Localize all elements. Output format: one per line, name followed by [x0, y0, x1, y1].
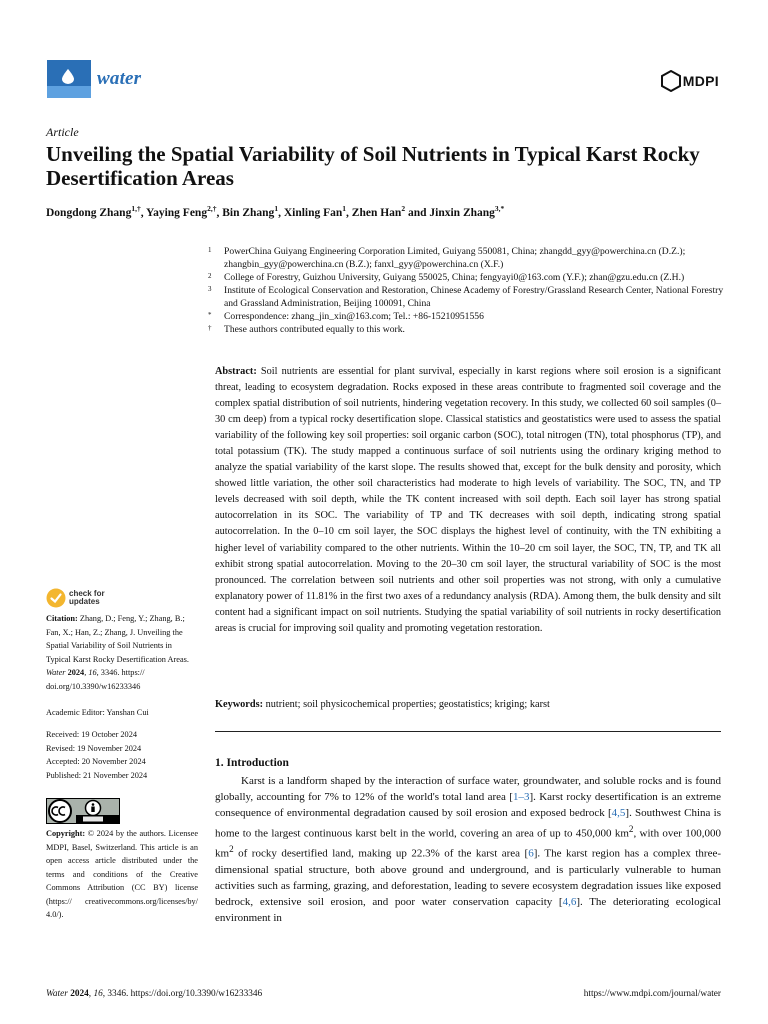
keywords-text: nutrient; soil physicochemical properties; geostatistics; kriging; karst	[265, 699, 550, 710]
journal-name: water	[97, 68, 142, 89]
citation-ref[interactable]: 1–3	[512, 790, 530, 803]
publisher-name: MDPI	[682, 73, 719, 89]
divider	[215, 731, 721, 732]
intro-paragraph: Karst is a landform shaped by the interaction of surface water, groundwater, and soluble rocks and is found globally, accounting for 7% to 12% of the world's total land area [1–3]. Karst rocky desertification is an extreme consequence of environmental degradation caused by soil erosion and exposed bedrock [4,5]. Southwest China is home to the largest continuous karst belt in the world, covering an area of up to 450,000 $km^2$, with over 100,000 $km^2$ of rocky desertified land, making up 22.3% of the karst area [6]. The karst region has a complex three-dimensional spatial structure, both above ground and underground, and is particularly vulnerable to human activities such as farming, grazing, and deforestation, leading to severe ecosystem degradation issues like exposed bedrock, extensive soil erosion, and poor water conservation capacity [4,6]. The deteriorating ecological environment in	[215, 775, 721, 924]
footer-url[interactable]: https://www.mdpi.com/journal/water	[583, 989, 721, 999]
affiliation-text: These authors contributed equally to this work.	[224, 324, 405, 335]
footer-citation: Water 2024, 16, 3346. https://doi.org/10.3390/w16233346	[46, 989, 263, 999]
section-heading: 1. Introduction	[215, 757, 289, 769]
author-list: Dongdong Zhang$^{1,\dagger}$, Yaying Feng$^{2,\dagger}$, Bin Zhang$^1$, Xinling Fan$^1$, Zhen Han$^2$ and Jinxin Zhang$^{3,*}$	[46, 204, 505, 219]
author-affiliation-mark: 1,†	[131, 204, 141, 213]
date-revised: Revised: 19 November 2024	[46, 743, 142, 753]
affiliation-item	[208, 245, 728, 271]
copyright-text: © 2024 by the authors. Licensee MDPI, Basel, Switzerland. This article is an open access article distributed under the terms and conditions of the Creative Commons Attribution (CC BY) license (https:// creativecommons.org/licenses/by/ 4.0/).	[46, 829, 199, 919]
citation-year: 2024	[67, 668, 85, 677]
author-name[interactable]: Zhen Han	[351, 206, 402, 219]
affiliation-mark: †	[208, 324, 212, 332]
author-name[interactable]: Jinxin Zhang	[429, 206, 495, 219]
abstract	[215, 364, 721, 637]
footer-doi[interactable]: , 3346. https://doi.org/10.3390/w16233346	[102, 989, 263, 999]
affiliation-item	[208, 271, 728, 284]
journal-logo[interactable]	[47, 60, 141, 98]
author-affiliation-mark: 1	[274, 204, 279, 213]
citation-doi[interactable]: , 3346. https:// doi.org/10.3390/w16233346	[46, 668, 145, 691]
citation-ref[interactable]: 4,5	[611, 806, 626, 819]
affiliation-text: Correspondence: zhang_jin_xin@163.com; Tel.: +86-15210951556	[224, 311, 484, 322]
check-updates-line1: check for	[69, 588, 105, 598]
affiliations	[208, 245, 728, 336]
affiliation-mark: 3	[208, 285, 212, 293]
citation-block: Citation: Zhang, D.; Feng, Y.; Zhang, B.; Fan, X.; Han, Z.; Zhang, J. Unveiling the Spatial Variability of Soil Nutrients in Typical Karst Rocky Desertification Areas. Water 2024, 16, 3346. https:// doi.org/10.3390/w16233346	[46, 614, 189, 691]
check-for-updates-badge[interactable]	[46, 588, 105, 608]
citation-volume: 16	[88, 668, 97, 677]
dates-block	[46, 728, 198, 782]
citation-ref[interactable]: 4,6	[562, 895, 577, 908]
academic-editor: Academic Editor: Yanshan Cui	[46, 708, 149, 717]
article-type: Article	[46, 125, 79, 139]
keywords-label: Keywords:	[215, 699, 264, 710]
author-affiliation-mark: 1	[342, 204, 347, 213]
copyright-label: Copyright:	[46, 829, 86, 838]
author-affiliation-mark: 2,†	[207, 204, 217, 213]
date-accepted: Accepted: 20 November 2024	[46, 757, 146, 766]
date-received: Received: 19 October 2024	[46, 730, 138, 739]
author-name[interactable]: Bin Zhang	[222, 206, 275, 219]
affiliation-item	[208, 284, 728, 310]
abstract-label: Abstract:	[215, 366, 257, 377]
author-name[interactable]: Dongdong Zhang	[46, 206, 132, 219]
water-drop-icon	[47, 60, 91, 98]
citation-journal: Water	[46, 668, 66, 677]
citation-label: Citation:	[46, 614, 78, 623]
citation-ref[interactable]: 6	[528, 847, 534, 860]
abstract-text: Soil nutrients are essential for plant survival, especially in karst regions where soil erosion is a significant threat, leading to ecosystem degradation. Rocks exposed in these areas contribute to fragmented soil coverage and the complex spatial distribution of soil nutrients, hindering vegetation recovery. In this study, we collected 60 soil samples (0–30 cm deep) from a typical rocky desertification slope. Classical statistics and geostatistics were used to assess the spatial variability of the following key soil properties: soil organic carbon (SOC), total nitrogen (TN), total phosphorus (TP), and total potassium (TK). The study mapped a continuous surface of soil nutrients using the ordinary kriging method to analyze the spatial variability of the karst slope. The results showed that, except for the bulk density and porosity, which showed little variation, the other soil characteristics had moderate to high levels of variability. The SOC, TN, and TP levels decreased with soil depth, while the TK content increased with soil depth. Each soil layer has strong spatial autocorrelation in its SOC. The variability of TP and TK decreases with soil depth, indicating strong spatial autocorrelation. In the 0–10 cm soil layer, the SOC displays the highest level of continuity, with the TN exhibiting a higher level of variability compared to the other nutrients. Within the 10–20 cm soil layer, the SOC, TN, TP, and TK all exhibit strong spatial autocorrelation. Moving to the 20–30 cm soil layer, the structural variability of SOC is the most pronounced. The correlation between soil nutrients and other soil properties was not strong, with only a cumulative explanatory power of 11.81% in the first two axes of a redundancy analysis (RDA). Among them, the bulk density and silt content had a significant impact on soil nutrients. Studying the spatial variability of soil nutrients in rocky desertification areas is crucial for improving soil quality and promoting vegetation restoration.	[215, 366, 721, 634]
affiliation-mark: *	[208, 311, 212, 319]
affiliation-text: College of Forestry, Guizhou University, Guiyang 550025, China; fengyayi0@163.com (Y.F.); zhan@gzu.edu.cn (Z.H.)	[224, 272, 685, 283]
footer-volume: 16	[93, 989, 103, 999]
affiliation-text: Institute of Ecological Conservation and Restoration, Chinese Academy of Forestry/Grassland Research Center, National Forestry and Grassland Administration, Beijing 100091, China	[224, 285, 724, 309]
copyright-block	[46, 827, 198, 922]
publisher-logo[interactable]	[661, 70, 719, 92]
affiliation-text: PowerChina Guiyang Engineering Corporation Limited, Guiyang 550081, China; zhangdd_gyy@powerchina.cn (D.Z.); zhangbin_gyy@powerchina.cn (B.Z.); fanxl_gyy@powerchina.cn (X.F.)	[224, 246, 686, 270]
check-updates-icon	[46, 588, 66, 608]
date-published: Published: 21 November 2024	[46, 770, 148, 780]
cc-by-license-icon[interactable]	[46, 798, 120, 824]
affiliation-mark: 2	[208, 272, 212, 280]
affiliation-item	[208, 323, 728, 336]
author-affiliation-mark: 2	[401, 204, 406, 213]
check-updates-line2: updates	[69, 597, 100, 606]
author-affiliation-mark: 3,*	[494, 204, 505, 213]
mdpi-hexagon-icon	[661, 70, 681, 92]
affiliation-mark: 1	[208, 246, 212, 254]
article-title: Unveiling the Spatial Variability of Soil Nutrients in Typical Karst Rocky Desertification Areas	[46, 142, 700, 190]
author-name[interactable]: Xinling Fan	[283, 206, 343, 219]
footer-year: 2024	[70, 989, 89, 999]
footer-journal: Water	[46, 989, 68, 999]
keywords	[215, 697, 721, 712]
citation-text: Zhang, D.; Feng, Y.; Zhang, B.; Fan, X.; Han, Z.; Zhang, J. Unveiling the Spatial Variability of Soil Nutrients in Typical Karst Rocky Desertification Areas.	[46, 614, 189, 664]
affiliation-item	[208, 310, 728, 323]
author-name[interactable]: Yaying Feng	[146, 206, 208, 219]
